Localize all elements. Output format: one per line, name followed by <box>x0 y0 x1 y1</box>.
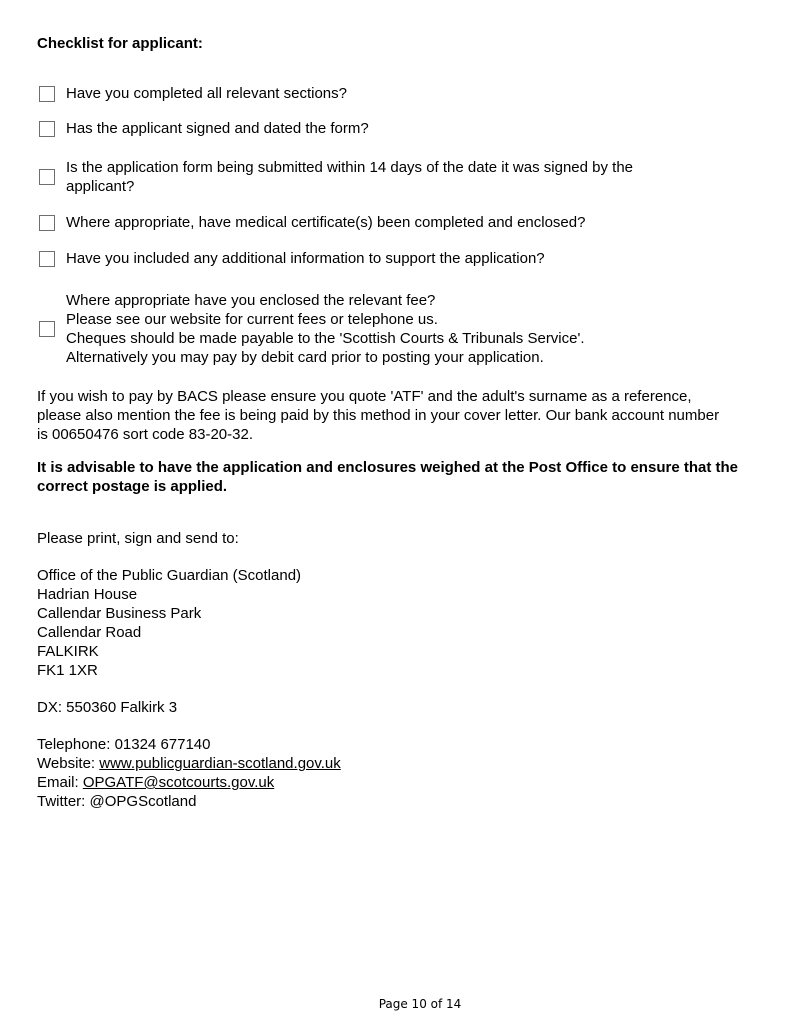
checklist-item <box>39 292 779 366</box>
checklist-item <box>39 215 779 231</box>
checklist-item-text <box>66 291 585 367</box>
dx-number: DX: 550360 Falkirk 3 <box>37 699 178 716</box>
checklist-line: Cheques should be made payable to the 'Scottish Courts & Tribunals Service'. <box>66 330 585 347</box>
bacs-paragraph <box>37 387 777 444</box>
checklist-item-text <box>66 119 369 138</box>
checklist-line: applicant? <box>66 178 135 195</box>
checklist-line: Have you completed all relevant sections? <box>66 85 347 102</box>
paragraph-line: please also mention the fee is being paid by this method in your cover letter. Our bank account number <box>37 407 720 424</box>
email-line <box>37 773 777 792</box>
contact-details <box>37 735 777 811</box>
checklist-item-text <box>66 249 545 268</box>
checklist-item <box>39 121 779 137</box>
address-line: Office of the Public Guardian (Scotland) <box>37 567 302 584</box>
twitter-handle: Twitter: @OPGScotland <box>37 793 197 810</box>
checklist-item <box>39 86 779 102</box>
checklist-line: Is the application form being submitted within 14 days of the date it was signed by the <box>66 159 633 176</box>
checklist-line: Where appropriate have you enclosed the relevant fee? <box>66 292 436 309</box>
address-line: Hadrian House <box>37 586 138 603</box>
paragraph-line: is 00650476 sort code 83-20-32. <box>37 426 253 443</box>
postal-address <box>37 566 777 680</box>
checklist-item-text <box>66 84 347 103</box>
checklist-line: Have you included any additional information to support the application? <box>66 250 545 267</box>
notice-line: correct postage is applied. <box>37 478 228 495</box>
checklist-line: Where appropriate, have medical certificate(s) been completed and enclosed? <box>66 214 586 231</box>
website-link[interactable]: www.publicguardian-scotland.gov.uk <box>99 755 341 772</box>
checklist-heading: Checklist for applicant: <box>37 35 203 52</box>
postage-notice <box>37 458 777 496</box>
checklist-item <box>39 251 779 267</box>
email-link[interactable]: OPGATF@scotcourts.gov.uk <box>82 774 275 791</box>
checklist-line: Has the applicant signed and dated the form? <box>66 120 369 137</box>
send-to-instruction: Please print, sign and send to: <box>37 530 239 547</box>
email-label: Email: <box>37 774 83 791</box>
checklist-item-text <box>66 158 633 196</box>
checkbox[interactable] <box>39 321 55 337</box>
paragraph-line: If you wish to pay by BACS please ensure you quote 'ATF' and the adult's surname as a reference, <box>37 388 692 405</box>
address-line: Callendar Business Park <box>37 605 202 622</box>
checkbox[interactable] <box>39 169 55 185</box>
checkbox[interactable] <box>39 86 55 102</box>
address-line: Callendar Road <box>37 624 142 641</box>
checklist-item-text <box>66 213 585 232</box>
notice-line: It is advisable to have the application and enclosures weighed at the Post Office to ensure that the <box>37 459 738 476</box>
telephone: Telephone: 01324 677140 <box>37 736 211 753</box>
checklist-line: Please see our website for current fees or telephone us. <box>66 311 438 328</box>
website-line <box>37 754 777 773</box>
website-label: Website: <box>37 755 100 772</box>
checklist-line: Alternatively you may pay by debit card prior to posting your application. <box>66 349 544 366</box>
checkbox[interactable] <box>39 215 55 231</box>
checkbox[interactable] <box>39 251 55 267</box>
checkbox[interactable] <box>39 121 55 137</box>
address-line: FALKIRK <box>37 643 99 660</box>
checklist-item <box>39 159 779 195</box>
address-line: FK1 1XR <box>37 662 98 679</box>
page-number: Page 10 of 14 <box>378 997 462 1011</box>
